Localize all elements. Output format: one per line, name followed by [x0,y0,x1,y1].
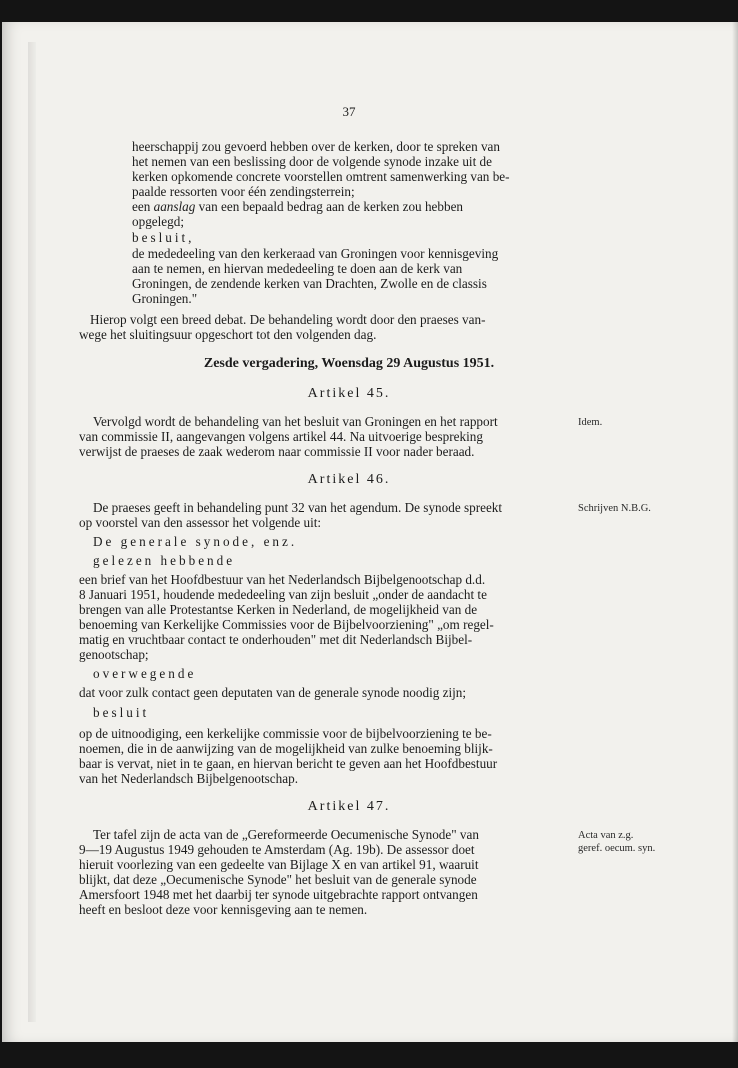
article-47-margin-note: geref. oecum. syn. [578,843,656,854]
article-47-line: Ter tafel zijn de acta van de „Gereformeerde Oecumenische Synode" van [93,827,479,842]
overwegende: overwegende [93,666,197,681]
article-47-line: heeft en besloot deze voor kennisgeving aan te nemen. [79,902,368,917]
article-45-line: Vervolgd wordt de behandeling van het besluit van Groningen en het rapport [93,414,498,429]
quote-aanslag-italic: aanslag [153,199,196,214]
article-46-title: Artikel 46. [307,472,391,487]
article-45-margin-note: Idem. [578,417,603,428]
article-45-line: van commissie II, aangevangen volgens artikel 44. Na uitvoerige bespreking [79,429,483,444]
decision-line: op de uitnoodiging, een kerkelijke commissie voor de bijbelvoorziening te be- [79,726,492,741]
page-number: 37 [342,104,356,119]
quote-line: de mededeeling van den kerkeraad van Groningen voor kennisgeving [132,246,499,261]
debate-line: wege het sluitingsuur opgeschort tot den volgenden dag. [79,327,377,342]
quote-line: Groningen." [132,291,198,306]
overwegende-text: dat voor zulk contact geen deputaten van de generale synode noodig zijn; [79,685,467,700]
besluit: besluit [93,705,150,720]
decision-line: van het Nederlandsch Bijbelgenootschap. [79,771,298,786]
quote-aanslag-prefix: een [132,199,154,214]
quote-line: kerken opkomende concrete voorstellen omtrent samenwerking van be- [132,169,510,184]
quote-line: paalde ressorten voor één zendingsterrein; [132,184,355,199]
quote-aanslag-line [132,199,463,214]
debate-line: Hierop volgt een breed debat. De behandeling wordt door den praeses van- [90,312,486,327]
letter-line: genootschap; [79,647,149,662]
session-heading: Zesde vergadering, Woensdag 29 Augustus 1951. [203,356,495,371]
decision-line: baar is vervat, niet in te gaan, en hiervan bericht te geven aan het Hoofdbestuur [79,756,498,771]
article-46-intro: op voorstel van den assessor het volgende uit: [79,515,322,530]
article-47-title: Artikel 47. [307,799,391,814]
letter-line: matig en vruchtbaar contact te onderhouden" met dit Nederlandsch Bijbel- [79,632,473,647]
letter-line: benoeming van Kerkelijke Commissies voor de Bijbelvoorziening" „om regel- [79,617,494,632]
article-47-line: hieruit voorlezing van een gedeelte van Bijlage X en van artikel 91, waaruit [79,857,479,872]
article-47-line: Amersfoort 1948 met het daarbij ter synode uitgebrachte rapport ontvangen [79,887,478,902]
quote-aanslag-rest: van een bepaald bedrag aan de kerken zou hebben [195,199,464,214]
quote-besluit: besluit, [132,230,195,245]
letter-line: 8 Januari 1951, houdende mededeeling van zijn besluit „onder de aandacht te [79,587,487,602]
article-46-margin-note: Schrijven N.B.G. [578,503,651,514]
article-46-intro: De praeses geeft in behandeling punt 32 van het agendum. De synode spreekt [93,500,503,515]
quote-line: aan te nemen, en hiervan mededeeling te doen aan de kerk van [132,261,463,276]
decision-line: noemen, die in de aanwijzing van de mogelijkheid van zulke benoeming blijk- [79,741,493,756]
article-45-title: Artikel 45. [307,386,391,401]
generale-synode: De generale synode, enz. [93,534,298,549]
quote-line: heerschappij zou gevoerd hebben over de kerken, door te spreken van [132,139,501,154]
article-47-line: 9—19 Augustus 1949 gehouden te Amsterdam (Ag. 19b). De assessor doet [79,842,475,857]
quote-line: het nemen van een beslissing door de volgende synode inzake uit de [132,154,492,169]
article-47-line: blijkt, dat deze „Oecumenische Synode" het besluit van de generale synode [79,872,477,887]
letter-line: een brief van het Hoofdbestuur van het Nederlandsch Bijbelgenootschap d.d. [79,572,486,587]
letter-line: brengen van alle Protestantse Kerken in Nederland, de mogelijkheid van de [79,602,478,617]
gelezen-hebbende: gelezen hebbende [93,553,236,568]
article-45-line: verwijst de praeses de zaak wederom naar commissie II voor nader beraad. [79,444,475,459]
article-47-margin-note: Acta van z.g. [578,830,634,841]
quote-line: Groningen, de zendende kerken van Drachten, Zwolle en de classis [132,276,487,291]
quote-aanslag-line2: opgelegd; [132,214,185,229]
